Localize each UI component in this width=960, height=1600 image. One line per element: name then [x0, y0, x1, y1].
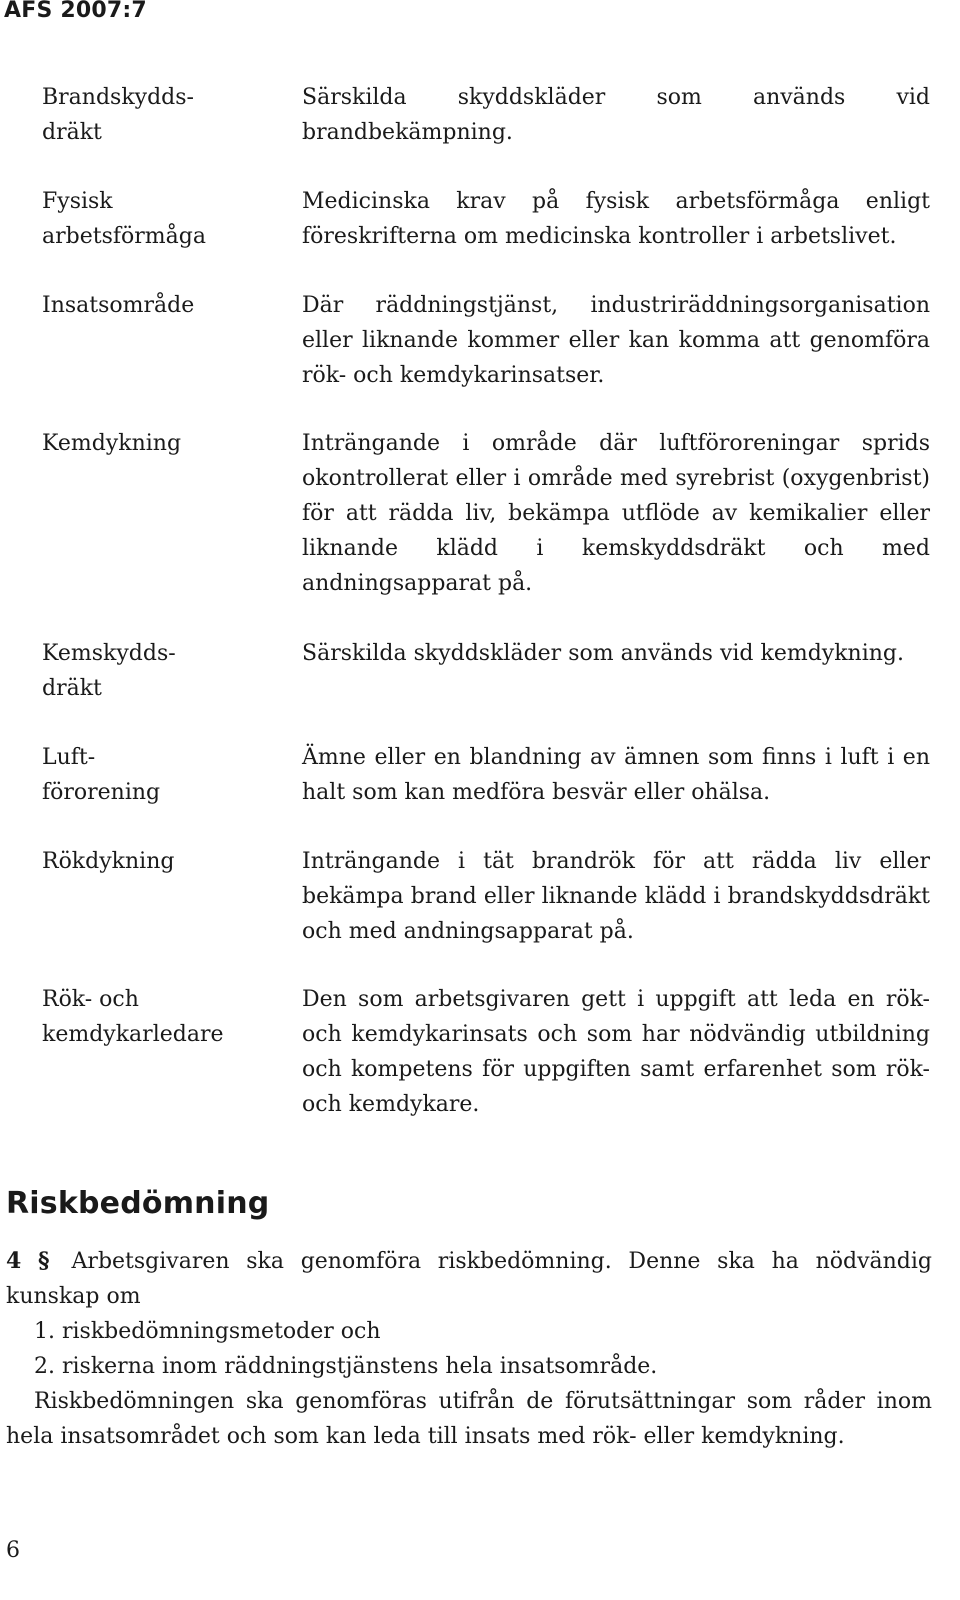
running-head: AFS 2007:7: [4, 0, 147, 23]
glossary-term: Kemdykning: [42, 431, 182, 456]
section-sign: §: [38, 1248, 50, 1274]
paragraph-number: 4: [6, 1248, 22, 1274]
glossary-definition: Särskilda skyddskläder som används vid kemdykning.: [302, 641, 904, 666]
glossary-definition: Där räddningstjänst, industriräddningsorganisation eller liknande kommer eller kan komma att genomföra rök- och kemdykarinsatser.: [302, 293, 930, 388]
paragraph-closing: Riskbedömningen ska genomföras utifrån de förutsättningar som råder inom hela insatsområdet och som kan leda till insats med rök- eller kemdykning.: [6, 1389, 932, 1449]
glossary-definition: Ämne eller en blandning av ämnen som finns i luft i en halt som kan medföra besvär eller ohälsa.: [302, 745, 930, 805]
list-item: 1. riskbedömningsmetoder och: [34, 1319, 381, 1344]
paragraph-intro: Arbetsgivaren ska genomföra riskbedömning. Denne ska ha nödvändig kunskap om: [6, 1249, 932, 1309]
section-heading: Riskbedömning: [6, 1186, 270, 1221]
glossary-term: Luft- förorening: [42, 745, 161, 805]
glossary-definition: Särskilda skyddskläder som används vid brandbekämpning.: [302, 85, 930, 145]
glossary-term: Insatsområde: [42, 293, 195, 318]
glossary-term: Fysisk arbetsförmåga: [42, 189, 206, 249]
glossary-definition: Den som arbetsgivaren gett i uppgift att leda en rök- och kemdykarinsats och som har nödvändig utbildning och kompetens för uppgiften samt erfarenhet som rök- och kemdykare.: [302, 987, 930, 1117]
requirement-list: [34, 1314, 930, 1384]
glossary-definition: Inträngande i område där luftföroreningar sprids okontrollerat eller i område med syrebrist (oxygenbrist) för att rädda liv, bekämpa utflöde av kemikalier eller liknande klädd i kemskyddsdräkt och med andningsapparat på.: [302, 431, 930, 596]
glossary-definition: Inträngande i tät brandrök för att rädda liv eller bekämpa brand eller liknande klädd i brandskyddsdräkt och med andningsapparat på.: [302, 849, 930, 944]
glossary-term: Kemskydds- dräkt: [42, 641, 176, 701]
glossary-term: Rökdykning: [42, 849, 175, 874]
glossary-definition: Medicinska krav på fysisk arbetsförmåga enligt föreskrifterna om medicinska kontroller i arbetslivet.: [302, 189, 930, 249]
glossary-term: Rök- och kemdykarledare: [42, 987, 224, 1047]
list-item: 2. riskerna inom räddningstjänstens hela insatsområde.: [34, 1354, 658, 1379]
paragraph-4: [6, 1244, 932, 1314]
page-number: 6: [6, 1538, 20, 1563]
glossary-term: Brandskydds- dräkt: [42, 85, 194, 145]
